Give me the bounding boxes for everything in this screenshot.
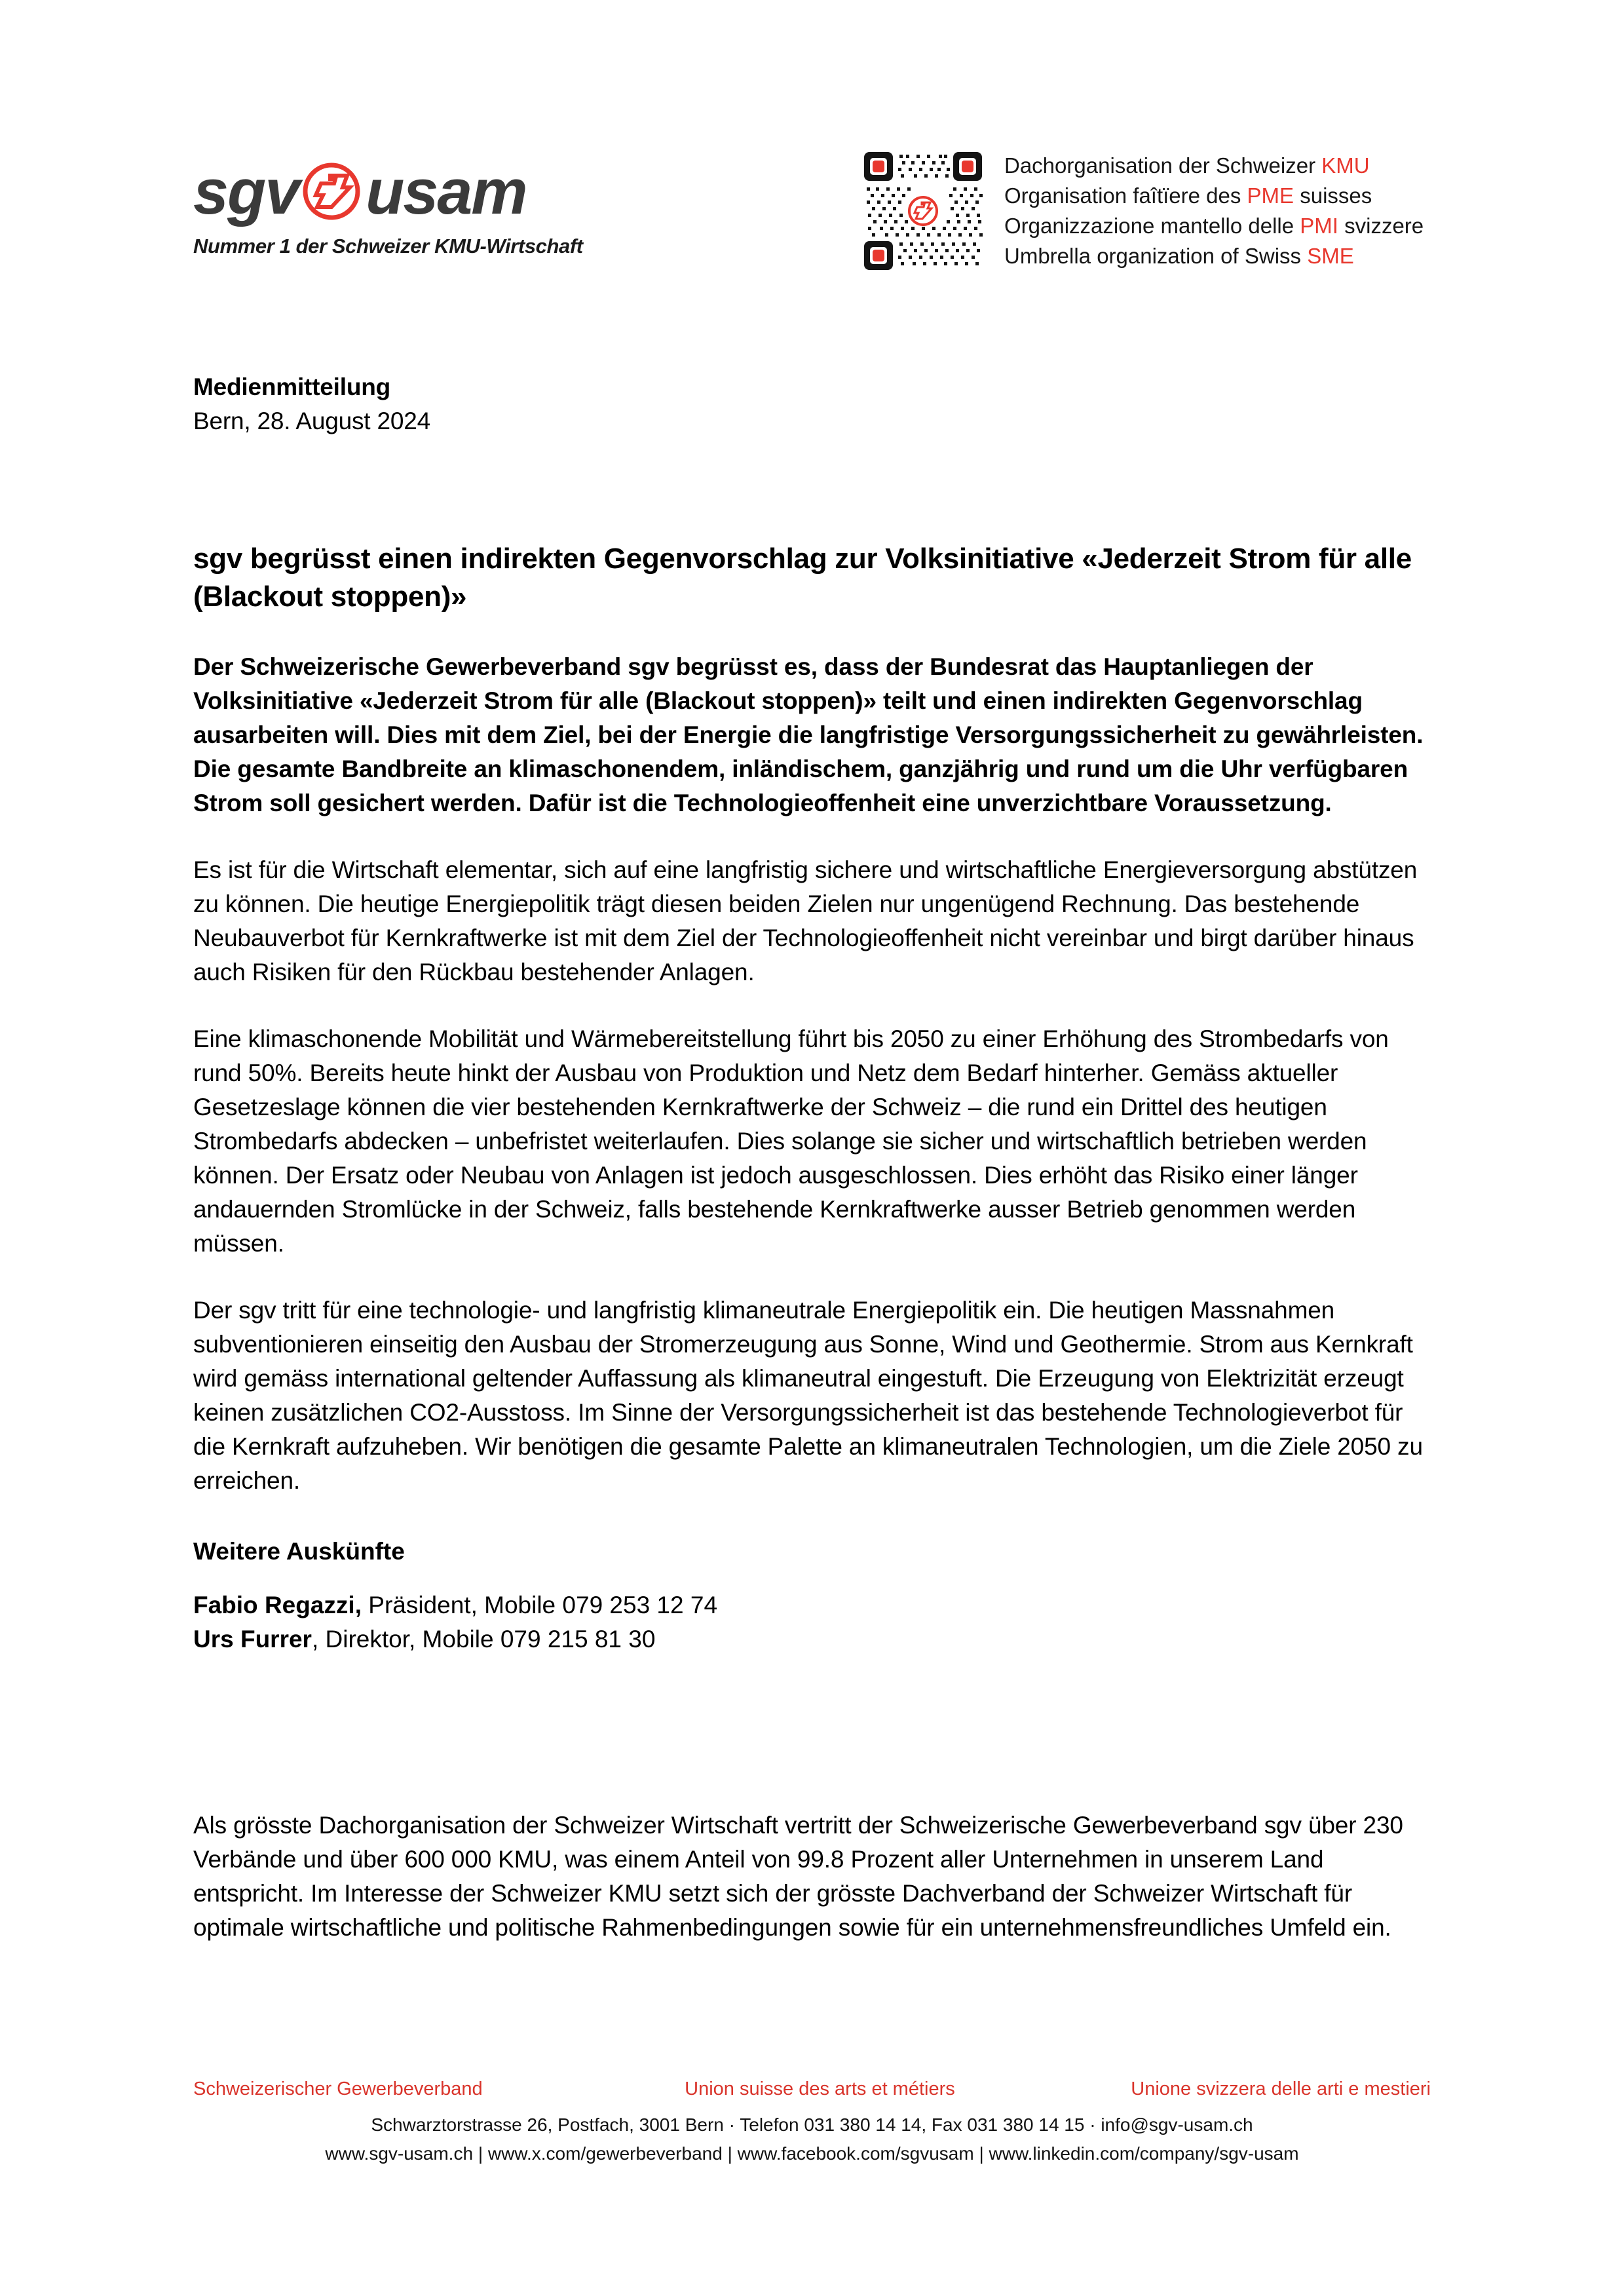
claim-line-fr xyxy=(1004,181,1424,211)
contact-name: Fabio Regazzi, xyxy=(193,1592,362,1618)
footer-org-it: Unione svizzera delle arti e mestieri xyxy=(1131,2078,1431,2099)
document-header xyxy=(0,0,1624,308)
body-paragraph-3: Der sgv tritt für eine technologie- und langfristig klimaneutrale Energiepolitik ein. Die heutigen Massnahmen subventionieren einseitig den Ausbau der Stromerzeugung aus Sonne, Wind und Geothermie. Strom aus Kernkraft wird gemäss international geltender Auffassung als klimaneutral eingestuft. Die Erzeugung von Elektrizität erzeugt keinen zusätzlichen CO2-Ausstoss. Im Sinne der Versorgungssicherheit ist das bestehende Technologieverbot für die Kernkraft aufzuheben. Wir benötigen die gesamte Palette an klimaneutralen Technologien, um die Ziele 2050 zu erreichen. xyxy=(193,1297,1423,1494)
release-type-label: Medienmitteilung xyxy=(193,373,391,400)
footer-contact-line: Schwarztorstrasse 26, Postfach, 3001 Bern · Telefon 031 380 14 14, Fax 031 380 14 15 · info@sgv-usam.ch xyxy=(371,2114,1253,2135)
body-paragraph-1: Es ist für die Wirtschaft elementar, sich auf eine langfristig sichere und wirtschaftliche Energieversorgung abstützen zu können. Die heutige Energiepolitik trägt diesen beiden Zielen nur ungenügend Rechnung. Das bestehende Neubauverbot für Kernkraftwerke ist mit dem Ziel der Technologieoffenheit nicht vereinbar und birgt darüber hinaus auch Risiken für den Rückbau bestehender Anlagen. xyxy=(193,856,1418,985)
claim-line-it xyxy=(1004,211,1424,241)
qr-code-icon xyxy=(861,149,985,273)
logo-word-sgv: sgv xyxy=(193,155,299,227)
claim-accent-de: KMU xyxy=(1321,153,1370,178)
page-title: sgv begrüsst einen indirekten Gegenvorschlag zur Volksinitiative «Jederzeit Strom für alle (Blackout stoppen)» xyxy=(193,543,1412,613)
claim-lines xyxy=(1004,149,1424,271)
logo-word-usam: usam xyxy=(366,155,527,227)
footer-links-line: www.sgv-usam.ch | www.x.com/gewerbeverband | www.facebook.com/sgvusam | www.linkedin.com/company/sgv-usam xyxy=(325,2143,1299,2164)
contact-details: Präsident, Mobile 079 253 12 74 xyxy=(361,1592,718,1618)
body-paragraph-2: Eine klimaschonende Mobilität und Wärmebereitstellung führt bis 2050 zu einer Erhöhung des Strombedarfs von rund 50%. Bereits heute hinkt der Ausbau von Produktion und Netz dem Bedarf hinterher. Gemäss aktueller Gesetzeslage können die vier bestehenden Kernkraftwerke der Schweiz – die rund ein Drittel des heutigen Strombedarfs abdecken – unbefristet weiterlaufen. Dies solange sie sicher und wirtschaftlich betrieben werden können. Der Ersatz oder Neubau von Anlagen ist jedoch ausgeschlossen. Dies erhöht das Risiko einer länger andauernden Stromlücke in der Schweiz, falls bestehende Kernkraftwerke ausser Betrieb genommen werden müssen. xyxy=(193,1025,1389,1257)
footer-organization-names xyxy=(0,2076,1624,2102)
contact-details: , Direktor, Mobile 079 215 81 30 xyxy=(311,1626,656,1653)
contact-item xyxy=(193,1588,1431,1622)
claim-prefix-en: Umbrella organization of Swiss xyxy=(1004,244,1308,268)
sgv-usam-logo xyxy=(193,156,586,258)
claim-accent-it: PMI xyxy=(1300,214,1338,238)
claim-line-en xyxy=(1004,241,1424,271)
header-claim-block xyxy=(861,149,1424,273)
claim-accent-en: SME xyxy=(1307,244,1354,268)
document-body xyxy=(193,370,1431,1945)
swiss-cross-circle-icon xyxy=(301,161,362,221)
claim-line-de xyxy=(1004,151,1424,181)
contact-name: Urs Furrer xyxy=(193,1626,312,1653)
claim-accent-fr: PME xyxy=(1247,183,1294,208)
logo-tagline: Nummer 1 der Schweizer KMU-Wirtschaft xyxy=(193,235,583,258)
claim-suffix-it: svizzere xyxy=(1338,214,1424,238)
claim-prefix-fr: Organisation faîtïere des xyxy=(1004,183,1247,208)
claim-prefix-de: Dachorganisation der Schweizer xyxy=(1004,153,1322,178)
contact-item xyxy=(193,1622,1431,1656)
lead-paragraph: Der Schweizerische Gewerbeverband sgv begrüsst es, dass der Bundesrat das Hauptanliegen der Volksinitiative «Jederzeit Strom für alle (Blackout stoppen)» teilt und einen indirekten Gegenvorschlag ausarbeiten will. Dies mit dem Ziel, bei der Energie die langfristige Versorgungssicherheit zu gewährleisten. Die gesamte Bandbreite an klimaschonendem, inländischem, ganzjährig und rund um die Uhr verfügbaren Strom soll gesichert werden. Dafür ist die Technologieoffenheit eine unverzichtbare Voraussetzung. xyxy=(193,653,1424,816)
document-footer xyxy=(0,2076,1624,2168)
release-place-date: Bern, 28. August 2024 xyxy=(193,408,430,434)
contacts-list xyxy=(193,1588,1431,1656)
footer-org-de: Schweizerischer Gewerbeverband xyxy=(193,2078,483,2099)
footer-org-fr: Union suisse des arts et métiers xyxy=(685,2078,955,2099)
claim-suffix-fr: suisses xyxy=(1294,183,1372,208)
about-boilerplate: Als grösste Dachorganisation der Schweizer Wirtschaft vertritt der Schweizerische Gewerbeverband sgv über 230 Verbände und über 600 000 KMU, was einem Anteil von 99.8 Prozent aller Unternehmen in unserem Land entspricht. Im Interesse der Schweizer KMU setzt sich der grösste Dachverband der Schweizer Wirtschaft für optimale wirtschaftliche und politische Rahmenbedingungen sowie für ein unternehmensfreundliches Umfeld ein. xyxy=(193,1812,1403,1941)
contacts-heading: Weitere Auskünfte xyxy=(193,1538,405,1565)
claim-prefix-it: Organizzazione mantello delle xyxy=(1004,214,1300,238)
logo-wordmark xyxy=(193,156,586,227)
